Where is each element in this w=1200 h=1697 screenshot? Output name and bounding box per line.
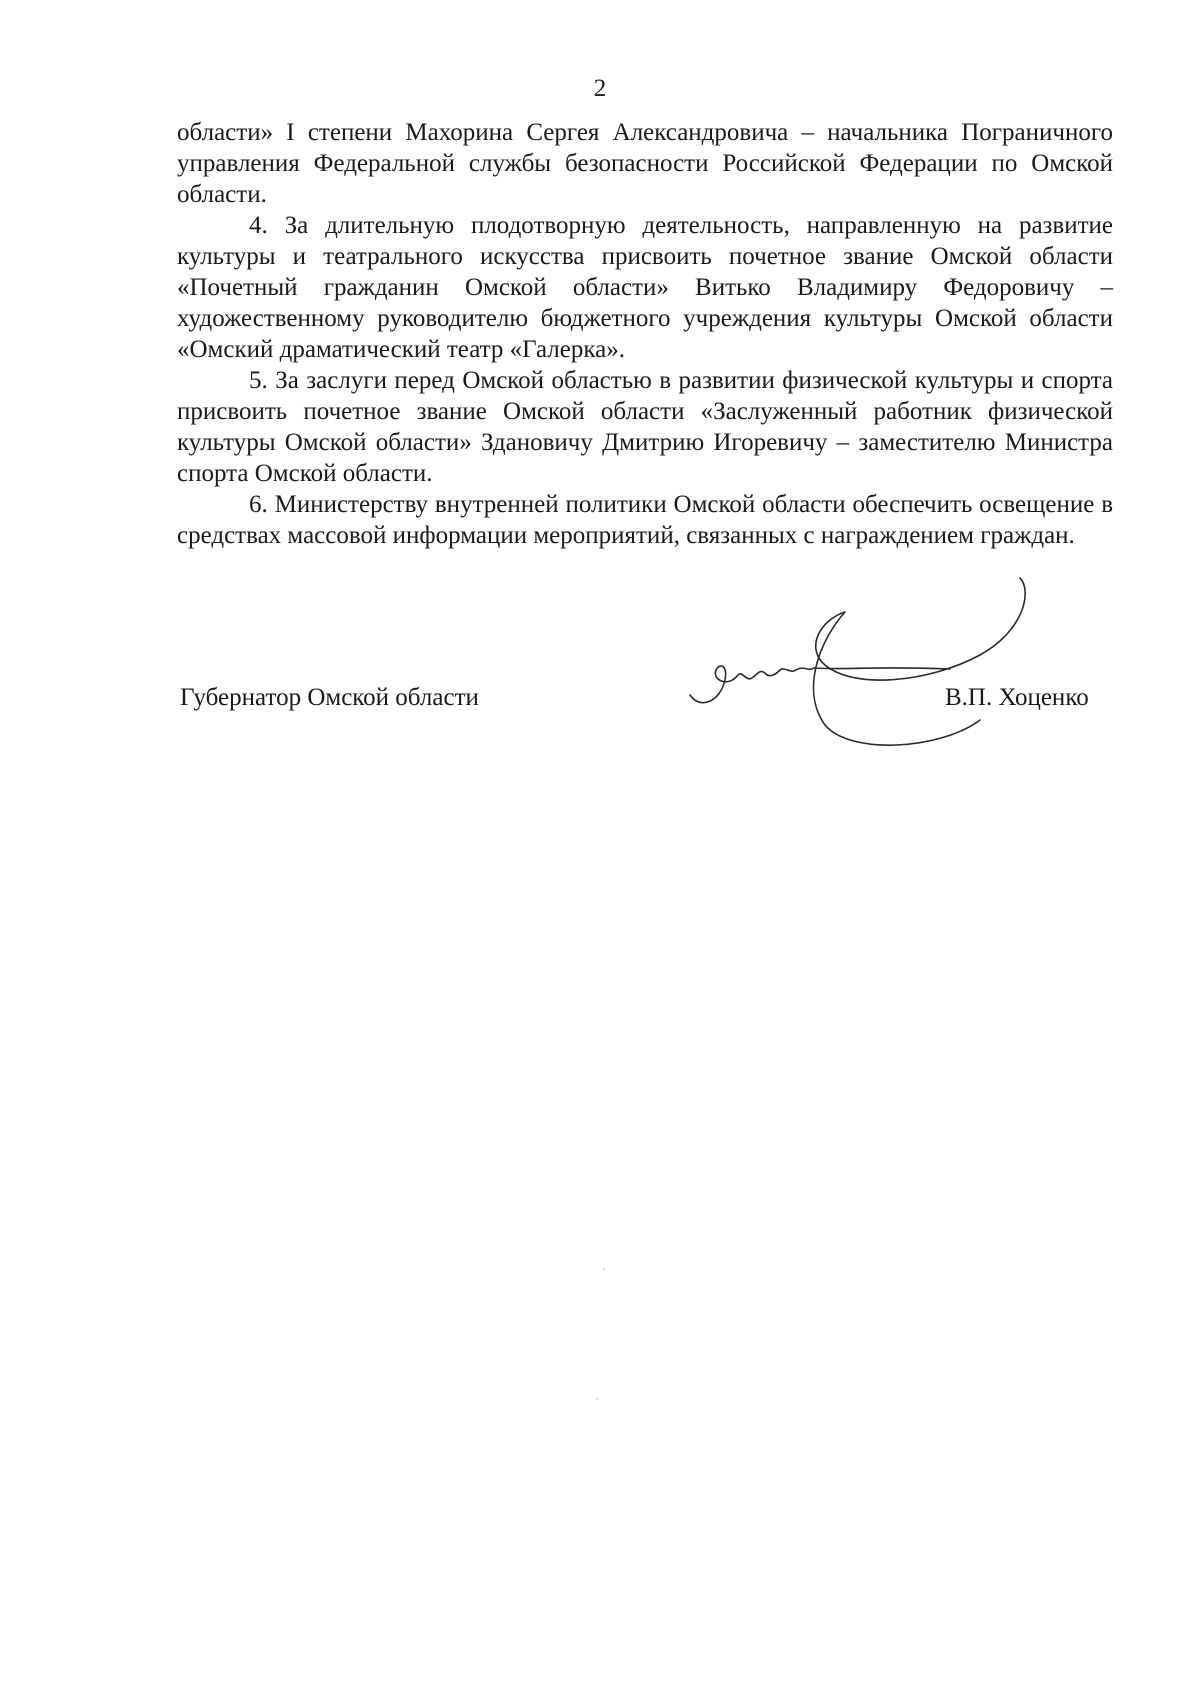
document-body — [177, 117, 1113, 551]
paragraph-item-4: 4. За длительную плодотворную деятельность, направленную на развитие культуры и театрального искусства присвоить почетное звание Омской области «Почетный гражданин Омской области» Витько Владимиру Федоровичу – художественному руководителю бюджетного учреждения культуры Омской области «Омский драматический театр «Галерка». — [177, 212, 1113, 363]
paragraph-continuation: области» I степени Махорина Сергея Александровича – начальника Пограничного управления Федеральной службы безопасности Российской Федерации по Омской области. — [177, 119, 1113, 208]
handwritten-signature-icon — [680, 570, 1040, 770]
page-number: 2 — [593, 75, 607, 102]
scan-speck — [603, 1268, 605, 1270]
paragraph-item-6: 6. Министерству внутренней политики Омской области обеспечить освещение в средствах массовой информации мероприятий, связанных с награждением граждан. — [177, 491, 1113, 549]
paragraph-item-5: 5. За заслуги перед Омской областью в развитии физической культуры и спорта присвоить почетное звание Омской области «Заслуженный работник физической культуры Омской области» Здановичу Дмитрию Игоревичу – заместителю Министра спорта Омской области. — [177, 367, 1113, 487]
signer-title: Губернатор Омской области — [180, 684, 479, 711]
scan-speck — [596, 1398, 598, 1400]
signer-name: В.П. Хоценко — [945, 684, 1089, 711]
